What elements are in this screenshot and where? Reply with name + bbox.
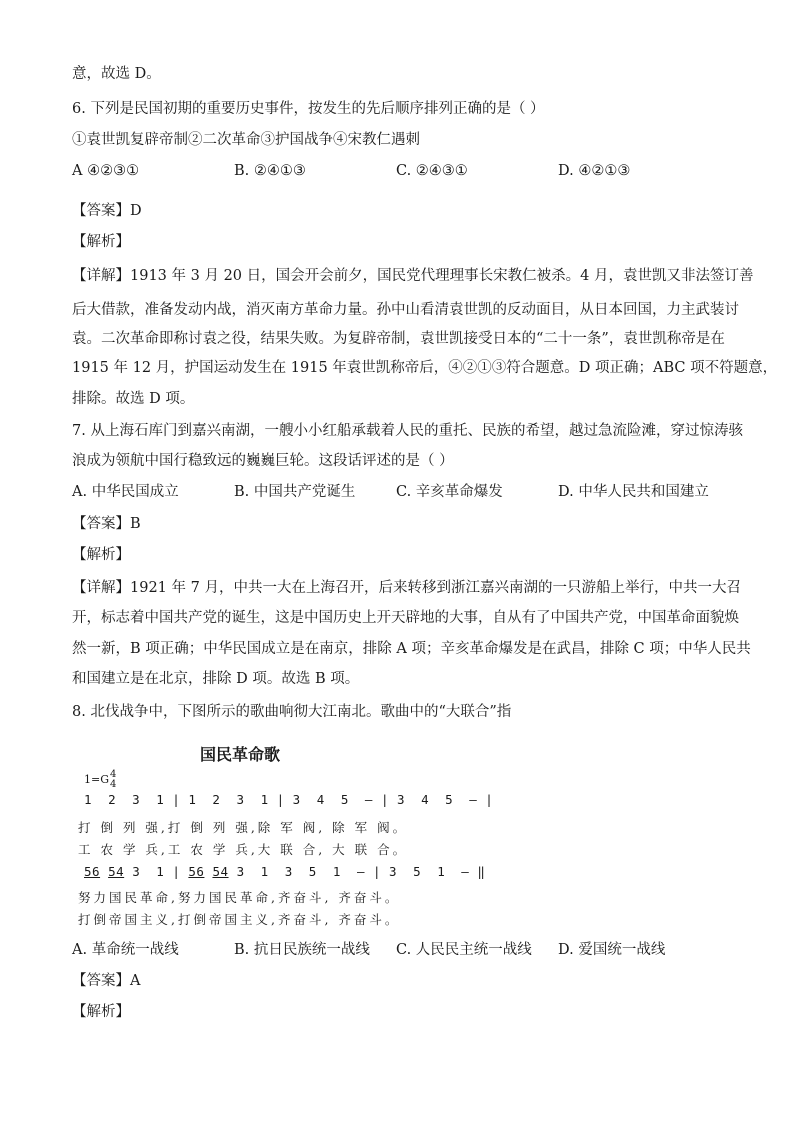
question-6-answer: 【答案】D bbox=[72, 203, 142, 219]
question-8-stem: 8. 北伐战争中，下图所示的歌曲响彻大江南北。歌曲中的“大联合”指 bbox=[72, 704, 512, 720]
song-score-figure bbox=[78, 742, 494, 932]
question-6-analysis-label: 【解析】 bbox=[72, 234, 130, 250]
question-6-items: ①袁世凯复辟帝制②二次革命③护国战争④宋教仁遇刺 bbox=[72, 132, 420, 148]
option-d: D. ④②①③ bbox=[558, 163, 631, 179]
question-7-analysis-label: 【解析】 bbox=[72, 547, 130, 563]
time-bottom: 4 bbox=[110, 779, 117, 790]
key-label: 1=G bbox=[84, 773, 110, 786]
question-7-options bbox=[72, 482, 734, 502]
lyric-line-4: 打倒帝国主义,打倒帝国主义,齐奋斗, 齐奋斗。 bbox=[78, 912, 401, 927]
text-line: 然一新，B 项正确；中华民国成立是在南京，排除 A 项；辛亥革命爆发是在武昌，排除 C 项；中华人民共 bbox=[72, 641, 751, 657]
option-b: B. 中国共产党诞生 bbox=[234, 484, 356, 500]
key-signature bbox=[84, 770, 116, 790]
question-8-options bbox=[72, 940, 734, 960]
lyric-line-1: 打 倒 列 强,打 倒 列 强,除 军 阀, 除 军 阀。 bbox=[78, 820, 409, 835]
note-group: 54 bbox=[212, 864, 229, 879]
option-a: A. 革命统一战线 bbox=[72, 942, 179, 958]
text-line: 后大借款，准备发动内战，消灭南方革命力量。孙中山看清袁世凯的反动面目，从日本回国，力主武装讨 bbox=[72, 302, 739, 318]
question-6-options bbox=[72, 161, 734, 181]
question-7-stem-line2: 浪成为领航中国行稳致远的巍巍巨轮。这段话评述的是（ ） bbox=[72, 453, 454, 469]
option-c: C. 辛亥革命爆发 bbox=[396, 484, 503, 500]
option-b: B. ②④①③ bbox=[234, 163, 306, 179]
option-a: A ④②③① bbox=[72, 163, 140, 179]
lyric-line-3: 努力国民革命,努力国民革命,齐奋斗, 齐奋斗。 bbox=[78, 890, 401, 905]
time-signature bbox=[110, 770, 116, 790]
note-group: 3 1 3 5 1 – | 3 5 1 – ‖ bbox=[236, 864, 486, 879]
notation-line-1: 1 2 3 1 | 1 2 3 1 | 3 4 5 – | 3 4 5 – | bbox=[84, 792, 494, 807]
lyric-line-2: 工 农 学 兵,工 农 学 兵,大 联 合, 大 联 合。 bbox=[78, 842, 409, 857]
text-line: 和国建立是在北京，排除 D 项。故选 B 项。 bbox=[72, 671, 360, 687]
option-c: C. 人民民主统一战线 bbox=[396, 942, 532, 958]
time-top: 4 bbox=[110, 769, 117, 780]
text-line: 袁。二次革命即称讨袁之役，结果失败。为复辟帝制，袁世凯接受日本的“二十一条”，袁世凯称帝是在 bbox=[72, 331, 725, 347]
text-line: 意，故选 D。 bbox=[72, 66, 161, 82]
question-8-answer: 【答案】A bbox=[72, 973, 141, 989]
option-d: D. 中华人民共和国建立 bbox=[558, 484, 709, 500]
text-line: 【详解】1921 年 7 月，中共一大在上海召开，后来转移到浙江嘉兴南湖的一只游船上举行，中共一大召 bbox=[72, 580, 741, 596]
note-group: 3 1 | bbox=[132, 864, 181, 879]
question-7-stem-line1: 7. 从上海石库门到嘉兴南湖，一艘小小红船承载着人民的重托、民族的希望，越过急流险滩，穿过惊涛骇 bbox=[72, 423, 743, 439]
option-a: A. 中华民国成立 bbox=[72, 484, 179, 500]
question-8-analysis-label: 【解析】 bbox=[72, 1004, 130, 1020]
question-7-answer: 【答案】B bbox=[72, 516, 141, 532]
option-c: C. ②④③① bbox=[396, 163, 468, 179]
notation-line-2 bbox=[84, 864, 485, 879]
note-group: 54 bbox=[108, 864, 125, 879]
text-line: 排除。故选 D 项。 bbox=[72, 391, 195, 407]
text-line: 开，标志着中国共产党的诞生，这是中国历史上开天辟地的大事，自从有了中国共产党，中国革命面貌焕 bbox=[72, 610, 739, 626]
question-6-stem: 6. 下列是民国初期的重要历史事件，按发生的先后顺序排列正确的是（ ） bbox=[72, 101, 545, 117]
note-group: 56 bbox=[188, 864, 205, 879]
song-title: 国民革命歌 bbox=[200, 745, 281, 764]
option-d: D. 爱国统一战线 bbox=[558, 942, 666, 958]
text-line: 1915 年 12 月，护国运动发生在 1915 年袁世凯称帝后，④②①③符合题意。D 项正确；ABC 项不符题意， bbox=[72, 360, 778, 376]
text-line: 【详解】1913 年 3 月 20 日，国会开会前夕，国民党代理理事长宋教仁被杀。4 月，袁世凯又非法签订善 bbox=[72, 268, 754, 284]
option-b: B. 抗日民族统一战线 bbox=[234, 942, 370, 958]
note-group: 56 bbox=[84, 864, 101, 879]
